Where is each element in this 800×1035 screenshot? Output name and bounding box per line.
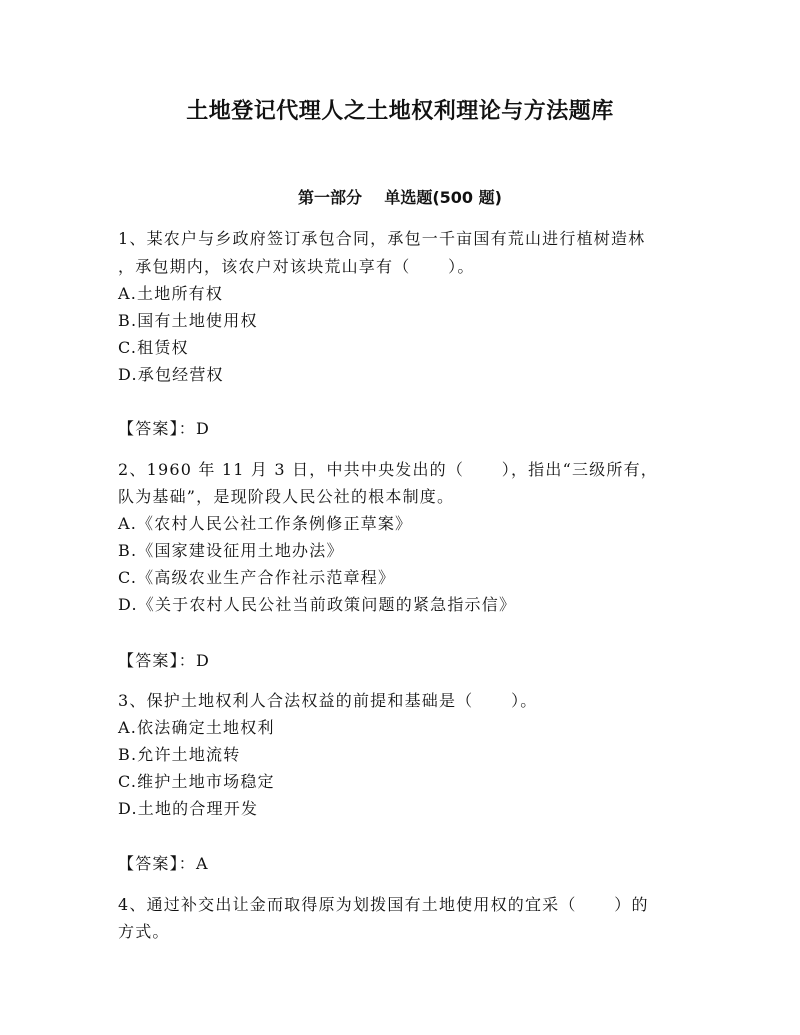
- question-2-option-c: C.《高级农业生产合作社示范章程》: [118, 568, 396, 587]
- section-title: 第一部分 单选题(500 题): [298, 188, 502, 207]
- question-1-option-c: C.租赁权: [118, 338, 189, 357]
- question-4-stem-line-2: 方式。: [118, 922, 170, 941]
- question-2-stem-line-1: 2、1960 年 11 月 3 日，中共中央发出的（ ），指出“三级所有，: [118, 460, 658, 479]
- question-1-stem-line-1: 1、某农户与乡政府签订承包合同，承包一千亩国有荒山进行植树造林: [118, 229, 646, 248]
- question-2-answer: 【答案】：D: [118, 651, 211, 670]
- question-1-option-b: B.国有土地使用权: [118, 311, 258, 330]
- question-3-answer: 【答案】：A: [118, 854, 209, 873]
- question-1-option-a: A.土地所有权: [118, 284, 224, 303]
- question-1-option-d: D.承包经营权: [118, 365, 224, 384]
- question-3-option-a: A.依法确定土地权利: [118, 718, 275, 737]
- question-2-option-d: D.《关于农村人民公社当前政策问题的紧急指示信》: [118, 595, 517, 614]
- question-2-option-a: A.《农村人民公社工作条例修正草案》: [118, 514, 413, 533]
- document-title: 土地登记代理人之土地权利理论与方法题库: [186, 99, 614, 124]
- question-3-option-d: D.土地的合理开发: [118, 799, 259, 818]
- question-4-stem-line-1: 4、通过补交出让金而取得原为划拨国有土地使用权的宜采（ ）的: [118, 895, 649, 914]
- question-3-option-c: C.维护土地市场稳定: [118, 772, 275, 791]
- question-2-option-b: B.《国家建设征用土地办法》: [118, 541, 344, 560]
- question-1-answer: 【答案】：D: [118, 419, 211, 438]
- question-1-stem-line-2: ，承包期内，该农户对该块荒山享有（ ）。: [118, 257, 475, 276]
- question-3-stem-line-1: 3、保护土地权利人合法权益的前提和基础是（ ）。: [118, 691, 538, 710]
- question-2-stem-line-2: 队为基础”，是现阶段人民公社的根本制度。: [118, 487, 455, 506]
- question-3-option-b: B.允许土地流转: [118, 745, 241, 764]
